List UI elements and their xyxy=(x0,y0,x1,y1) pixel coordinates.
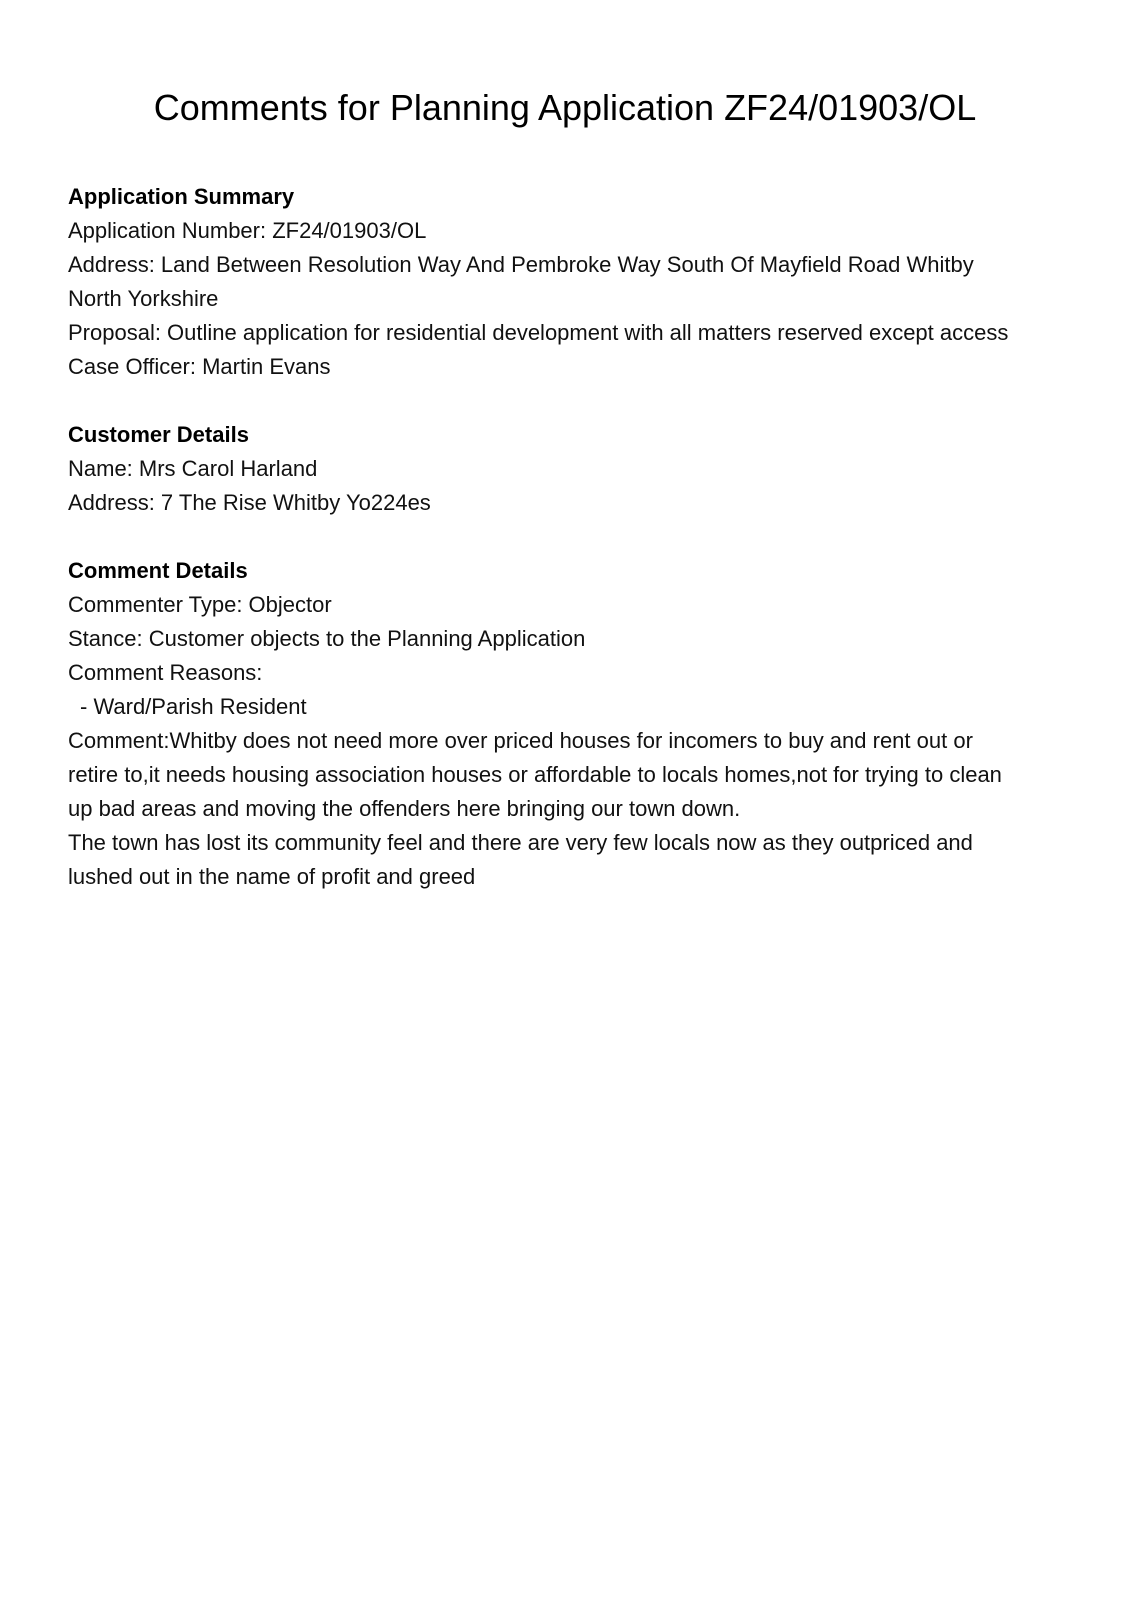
comment-line-3: up bad areas and moving the offenders here bringing our town down. xyxy=(68,796,741,821)
customer-name: Name: Mrs Carol Harland xyxy=(68,456,318,481)
comment-body xyxy=(68,724,1068,894)
comment-line-5: lushed out in the name of profit and greed xyxy=(68,864,476,889)
application-address-line1: Address: Land Between Resolution Way And Pembroke Way South Of Mayfield Road Whitby xyxy=(68,252,974,277)
application-summary-heading: Application Summary xyxy=(68,184,295,209)
comment-line-4: The town has lost its community feel and there are very few locals now as they outpriced and xyxy=(68,830,973,855)
comment-details-heading: Comment Details xyxy=(68,558,248,583)
comment-line-1: Comment:Whitby does not need more over priced houses for incomers to buy and rent out or xyxy=(68,728,973,753)
commenter-type: Commenter Type: Objector xyxy=(68,592,332,617)
case-officer: Case Officer: Martin Evans xyxy=(68,354,331,379)
comment-reasons-label: Comment Reasons: xyxy=(68,660,263,685)
document-content xyxy=(68,180,1068,928)
comment-line-2: retire to,it needs housing association houses or affordable to locals homes,not for trying to clean xyxy=(68,762,1002,787)
application-summary-section xyxy=(68,180,1068,384)
application-number: Application Number: ZF24/01903/OL xyxy=(68,218,427,243)
page-title: Comments for Planning Application ZF24/01903/OL xyxy=(153,87,977,128)
application-proposal: Proposal: Outline application for residential development with all matters reserved except access xyxy=(68,320,1009,345)
comment-details-section xyxy=(68,554,1068,894)
customer-details-heading: Customer Details xyxy=(68,422,249,447)
customer-address: Address: 7 The Rise Whitby Yo224es xyxy=(68,490,431,515)
application-address-line2: North Yorkshire xyxy=(68,286,219,311)
comment-stance: Stance: Customer objects to the Planning Application xyxy=(68,626,586,651)
comment-reason-item: - Ward/Parish Resident xyxy=(80,694,307,719)
customer-details-section xyxy=(68,418,1068,520)
